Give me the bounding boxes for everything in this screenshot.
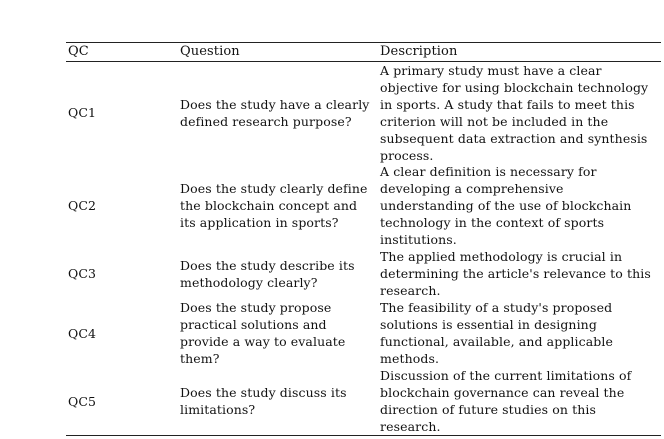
table-row-qc2 [66, 163, 661, 248]
header-qc: QC [68, 44, 89, 59]
table-header-row [66, 43, 661, 62]
qc-description: A primary study must have a clear objective for using blockchain technology in sports. A study that fails to meet this criterion will not be included in the subsequent data extraction and synthesis process. [380, 62, 649, 163]
table-row-qc1 [66, 62, 661, 163]
qc-question: Does the study have a clearly defined research purpose? [180, 96, 370, 129]
qc-question: Does the study propose practical solutions and provide a way to evaluate them? [180, 300, 346, 366]
qc-description: The feasibility of a study's proposed solutions is essential in designing functional, available, and applicable methods. [380, 300, 613, 366]
qc-description: Discussion of the current limitations of blockchain governance can reveal the direction of future studies on this research. [380, 368, 632, 434]
qc-id: QC4 [68, 325, 97, 341]
qc-id: QC3 [68, 266, 97, 281]
header-description: Description [380, 44, 458, 59]
qc-description: A clear definition is necessary for developing a comprehensive understanding of the use of blockchain technology in the context of sports institutions. [380, 164, 632, 247]
qc-id: QC1 [68, 105, 97, 120]
qc-question: Does the study discuss its limitations? [180, 385, 347, 417]
qc-description: The applied methodology is crucial in determining the article's relevance to this research. [380, 249, 651, 298]
table-row-qc5 [66, 367, 661, 435]
table-row-qc4 [66, 299, 661, 367]
table-row-qc3 [66, 248, 661, 299]
qc-question: Does the study describe its methodology clearly? [180, 257, 355, 290]
quality-criteria-table [66, 42, 661, 436]
qc-id: QC5 [68, 393, 97, 409]
qc-question: Does the study clearly define the blockchain concept and its application in sports? [180, 181, 368, 230]
qc-id: QC2 [68, 198, 97, 213]
header-question: Question [180, 44, 240, 59]
